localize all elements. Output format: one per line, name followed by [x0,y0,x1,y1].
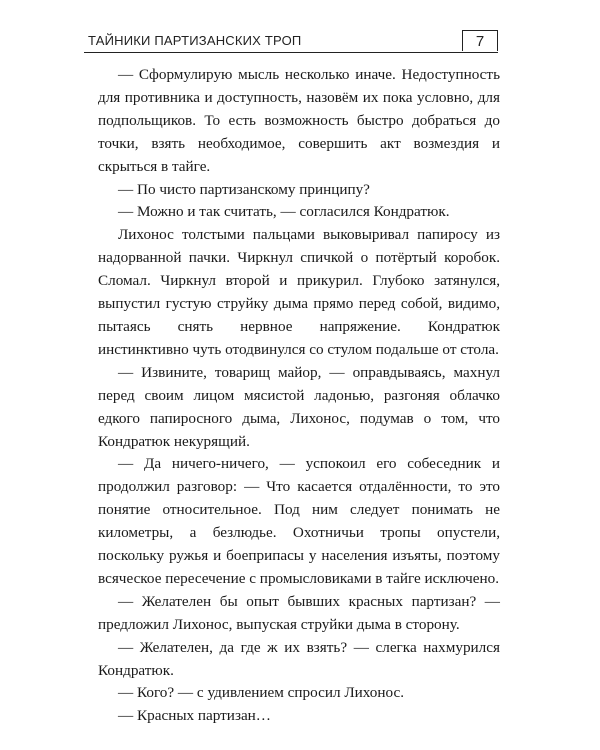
body-text [98,64,500,728]
paragraph: — Да ничего-ничего, — успокоил его собеседник и продолжил разговор: — Что касается отдалённости, то это понятие относительное. Под ним следует понимать не километры, а безлюдье. Охотничьи тропы опустели, поскольку ружья и боеприпасы у населения изъяты, поэтому всяческое пересечение с промысловиками в тайге исключено. [98,455,500,587]
paragraph: — Кого? — с удивлением спросил Лихонос. [118,684,404,702]
paragraph: — Желателен, да где ж их взять? — слегка нахмурился Кондратюк. [98,638,500,679]
paragraph: — Красных партизан… [118,707,271,725]
running-title: ТАЙНИКИ ПАРТИЗАНСКИХ ТРОП [88,33,302,48]
page-number: 7 [462,30,498,51]
paragraph: — Извините, товарищ майор, — оправдываясь, махнул перед своим лицом мясистой ладонью, разгоняя облачко едкого папиросного дыма, Лихонос, подумав о том, что Кондратюк некурящий. [98,363,500,450]
paragraph: — Можно и так считать, — согласился Кондратюк. [118,203,450,221]
paragraph: — По чисто партизанскому принципу? [118,180,370,198]
paragraph: — Сформулирую мысль несколько иначе. Недоступность для противника и доступность, назовём их пока условно, для подпольщиков. То есть возможность быстро добраться до точки, взять необходимое, совершить акт возмездия и скрыться в тайге. [98,66,500,175]
paragraph: Лихонос толстыми пальцами выковыривал папиросу из надорванной пачки. Чиркнул спичкой о потёртый коробок. Сломал. Чиркнул второй и прикурил. Глубоко затянулся, выпустил густую струйку дыма прямо перед собой, видимо, пытаясь снять нервное напряжение. Кондратюк инстинктивно чуть отодвинулся со стулом подальше от стола. [98,226,500,358]
paragraph: — Желателен бы опыт бывших красных партизан? — предложил Лихонос, выпуская струйки дыма в сторону. [98,592,500,633]
running-header [84,30,498,53]
